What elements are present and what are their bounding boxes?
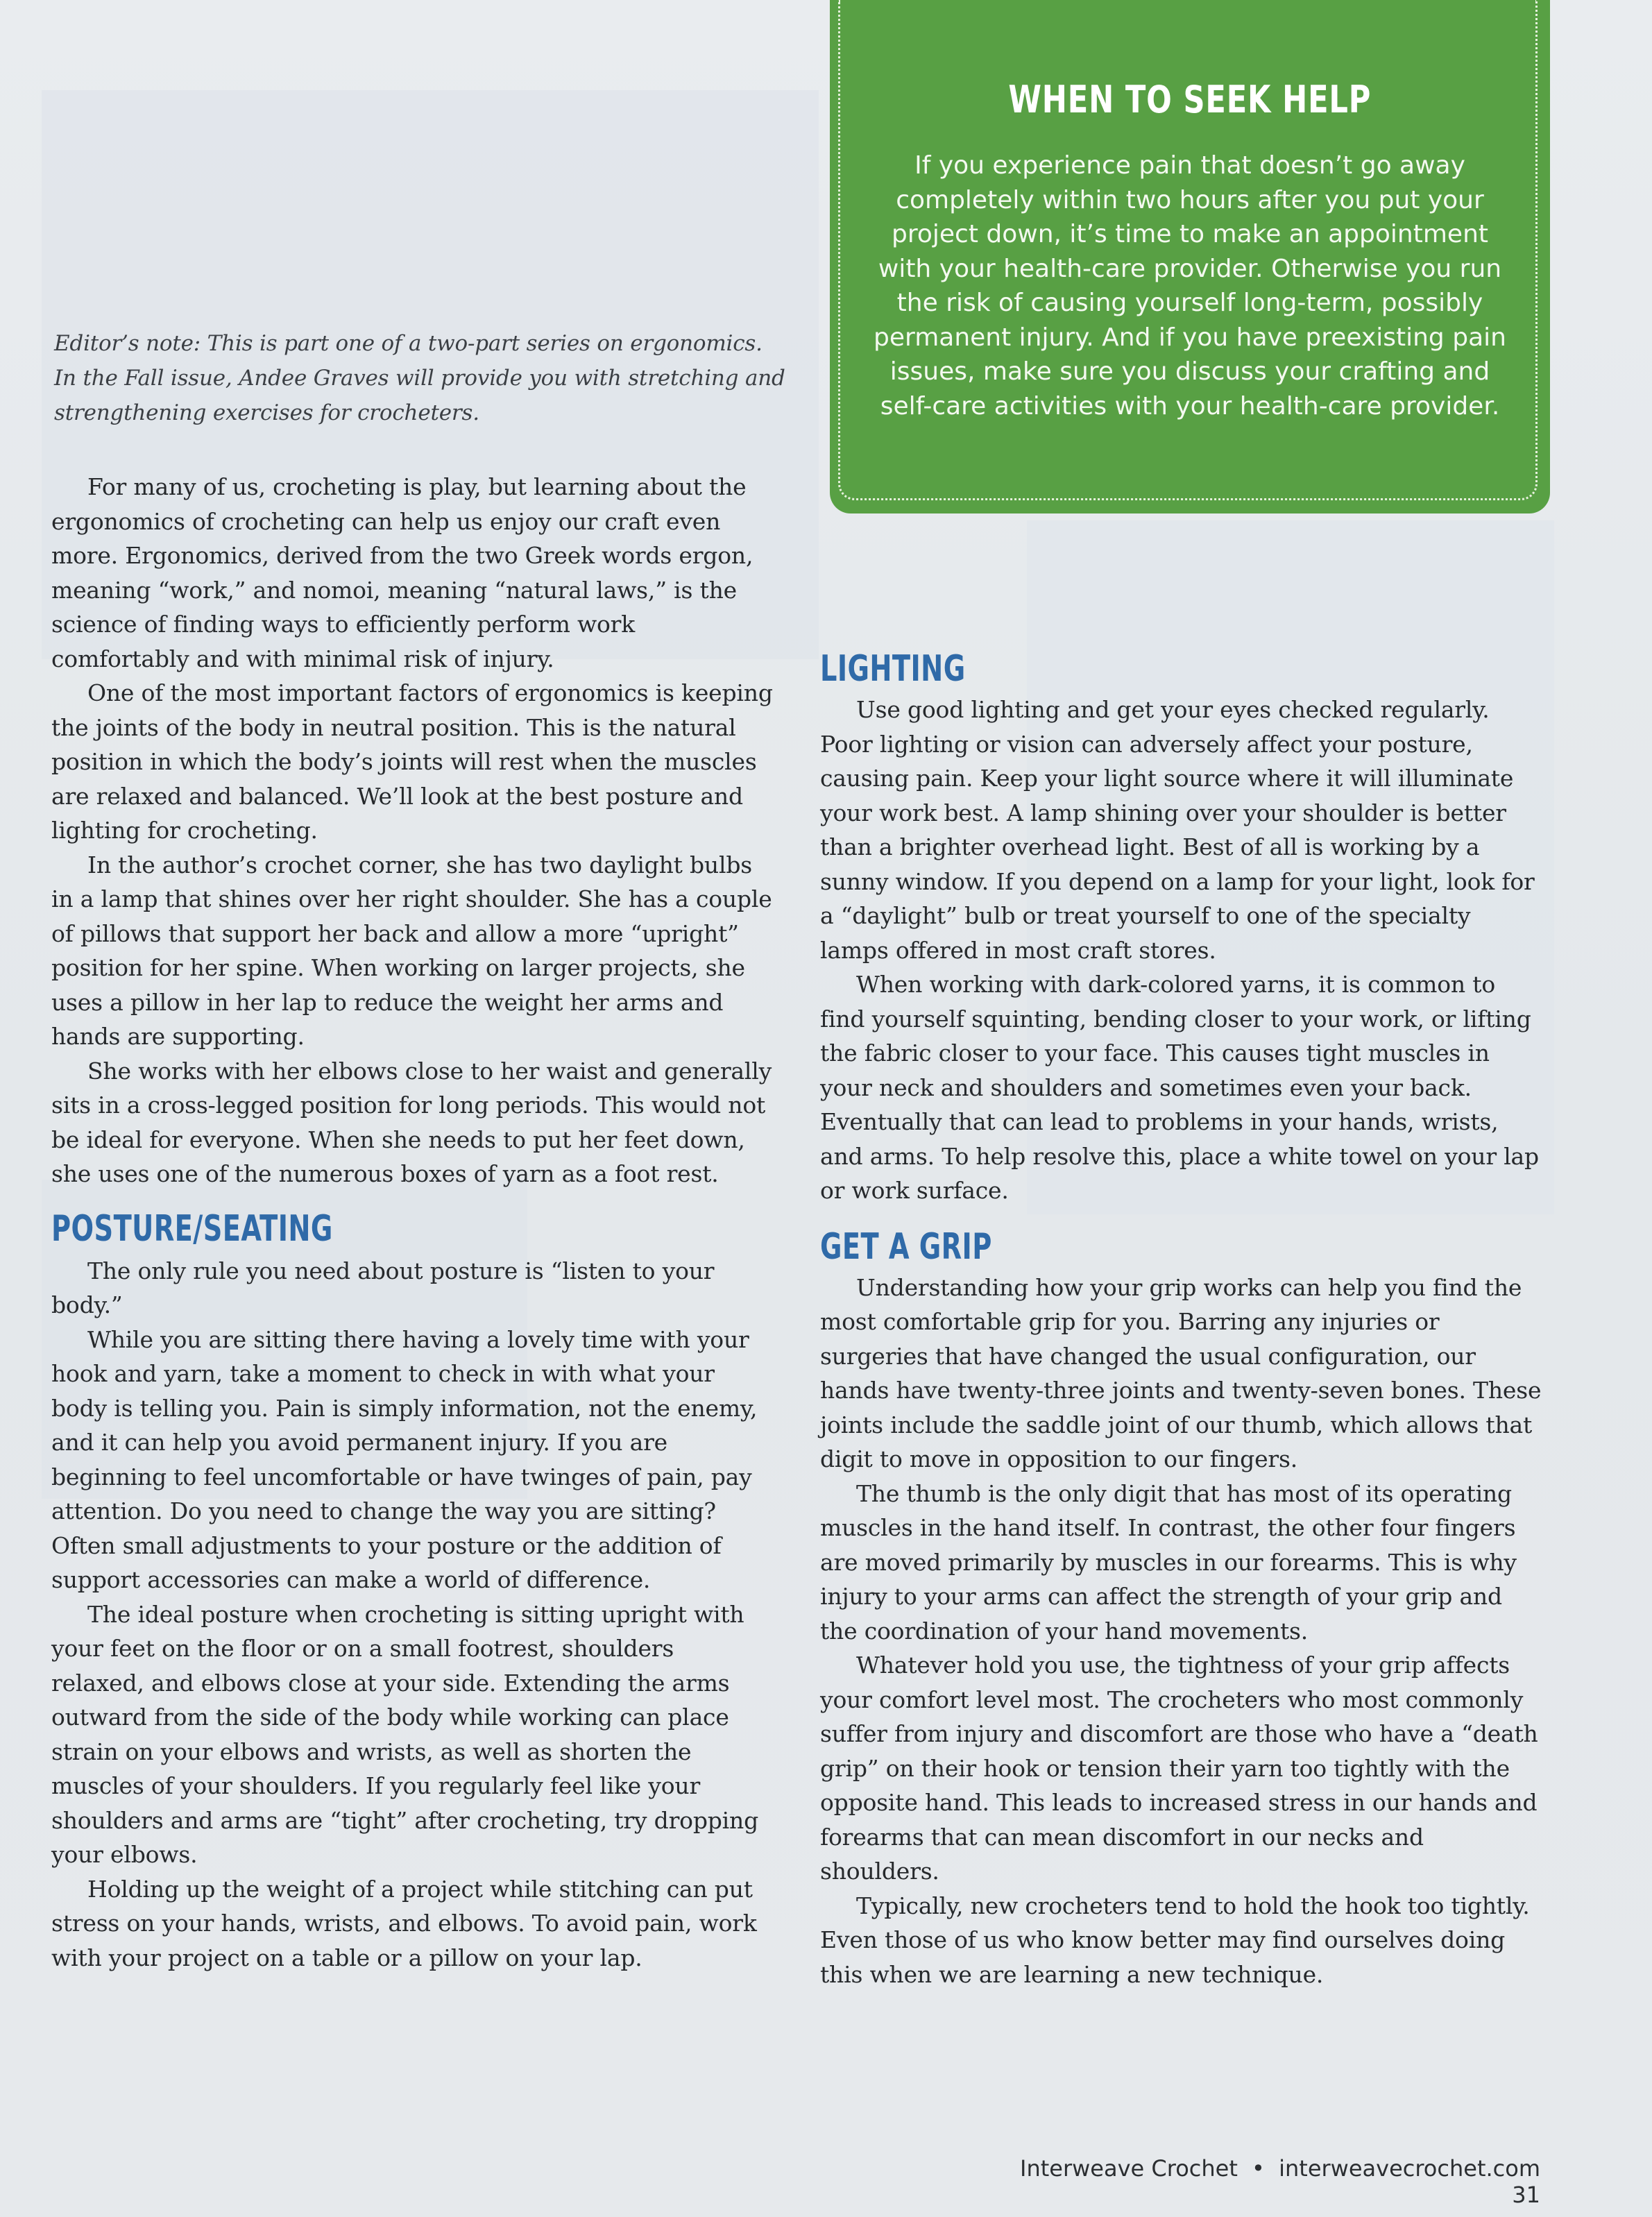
editors-note-block <box>54 326 790 430</box>
section-heading-grip: GET A GRIP <box>820 1225 992 1268</box>
page-number: 31 <box>1512 2182 1540 2208</box>
paragraph: For many of us, crocheting is play, but learning about the ergonomics of crocheting can help us enjoy our craft even more. Ergonomics, derived from the two Greek words ergon, meaning “work,” and nomoi, meaning “natural laws,” is the science of finding ways to efficiently perform work comfortably and with minimal risk of injury. <box>51 473 753 672</box>
paragraph: In the author’s crochet corner, she has two daylight bulbs in a lamp that shines over her right shoulder. She has a couple of pillows that support her back and allow a more “upright” position for her spine. When working on larger projects, she uses a pillow in her lap to reduce the weight her arms and hands are supporting. <box>51 851 772 1050</box>
paragraph: Whatever hold you use, the tightness of your grip affects your comfort level most. The crocheters who most commonly suffer from injury and discomfort are those who have a “death grip” on their hook or tension their yarn too tightly with the opposite hand. This leads to increased stress in our hands and forearms that can mean discomfort in our necks and shoulders. <box>820 1651 1538 1885</box>
section-heading-lighting: LIGHTING <box>820 648 966 690</box>
paragraph: She works with her elbows close to her waist and generally sits in a cross-legged position for long periods. This would not be ideal for everyone. When she needs to put her feet down, she uses one of the numerous boxes of yarn as a foot rest. <box>51 1057 772 1187</box>
paragraph: The only rule you need about posture is “listen to your body.” <box>51 1257 715 1318</box>
paragraph: The ideal posture when crocheting is sitting upright with your feet on the floor or on a small footrest, shoulders relaxed, and elbows close at your side. Extending the arms outward from the side of the body while working can place strain on your elbows and wrists, as well as shorten the muscles of your shoulders. If you regularly feel like your shoulders and arms are “tight” after crocheting, try dropping your elbows. <box>51 1600 759 1868</box>
page-footer <box>971 2155 1540 2208</box>
publication-name: Interweave Crochet <box>1020 2155 1238 2182</box>
right-column <box>820 648 1545 1991</box>
website-link[interactable]: interweavecrochet.com <box>1279 2155 1540 2182</box>
paragraph: When working with dark-colored yarns, it is common to find yourself squinting, bending closer to your work, or lifting the fabric closer to your face. This causes tight muscles in your neck and shoulders and sometimes even your back. Eventually that can lead to problems in your hands, wrists, and arms. To help resolve this, place a white towel on your lap or work surface. <box>820 971 1539 1204</box>
paragraph: The thumb is the only digit that has most of its operating muscles in the hand itself. In contrast, the other four fingers are moved primarily by muscles in our forearms. This is why injury to your arms can affect the strength of your grip and the coordination of your hand movements. <box>820 1479 1517 1645</box>
footer-separator: • <box>1252 2155 1265 2182</box>
help-box-body: If you experience pain that doesn’t go away completely within two hours after you put your project down, it’s time to make an appointment with your health-care provider. Otherwise you run the risk of causing yourself long-term, possibly permanent injury. And if you have preexisting pain issues, make sure you discuss your crafting and self-care activities with your health-care provider. <box>874 151 1506 421</box>
paragraph: Typically, new crocheters tend to hold the hook too tightly. Even those of us who know better may find ourselves doing this when we are learning a new technique. <box>820 1892 1530 1988</box>
paragraph: Use good lighting and get your eyes checked regularly. Poor lighting or vision can adversely affect your posture, causing pain. Keep your light source where it will illuminate your work best. A lamp shining over your shoulder is better than a brighter overhead light. Best of all is working by a sunny window. If you depend on a lamp for your light, look for a “daylight” bulb or treat yourself to one of the specialty lamps offered in most craft stores. <box>820 696 1535 964</box>
paragraph: Understanding how your grip works can help you find the most comfortable grip for you. Barring any injuries or surgeries that have changed the usual configuration, our hands have twenty-three joints and twenty-seven bones. These joints include the saddle joint of our thumb, which allows that digit to move in opposition to our fingers. <box>820 1273 1542 1472</box>
paragraph: While you are sitting there having a lovely time with your hook and yarn, take a moment to check in with what your body is telling you. Pain is simply information, not the enemy, and it can help you avoid permanent injury. If you are beginning to feel uncomfortable or have twinges of pain, pay attention. Do you need to change the way you are sitting? Often small adjustments to your posture or the addition of support accessories can make a world of difference. <box>51 1325 758 1593</box>
paragraph: One of the most important factors of ergonomics is keeping the joints of the body in neutral position. This is the natural position in which the body’s joints will rest when the muscles are relaxed and balanced. We’ll look at the best posture and lighting for crocheting. <box>51 679 773 844</box>
editors-note: Editor’s note: This is part one of a two-part series on ergonomics. In the Fall issue, Andee Graves will provide you with stretching and strengthening exercises for crocheters. <box>54 331 785 425</box>
paragraph: Holding up the weight of a project while stitching can put stress on your hands, wrists, and elbows. To avoid pain, work with your project on a table or a pillow on your lap. <box>51 1875 757 1971</box>
help-box-title: WHEN TO SEEK HELP <box>1008 78 1372 121</box>
left-column <box>51 470 773 1975</box>
section-heading-posture: POSTURE/SEATING <box>51 1207 333 1250</box>
